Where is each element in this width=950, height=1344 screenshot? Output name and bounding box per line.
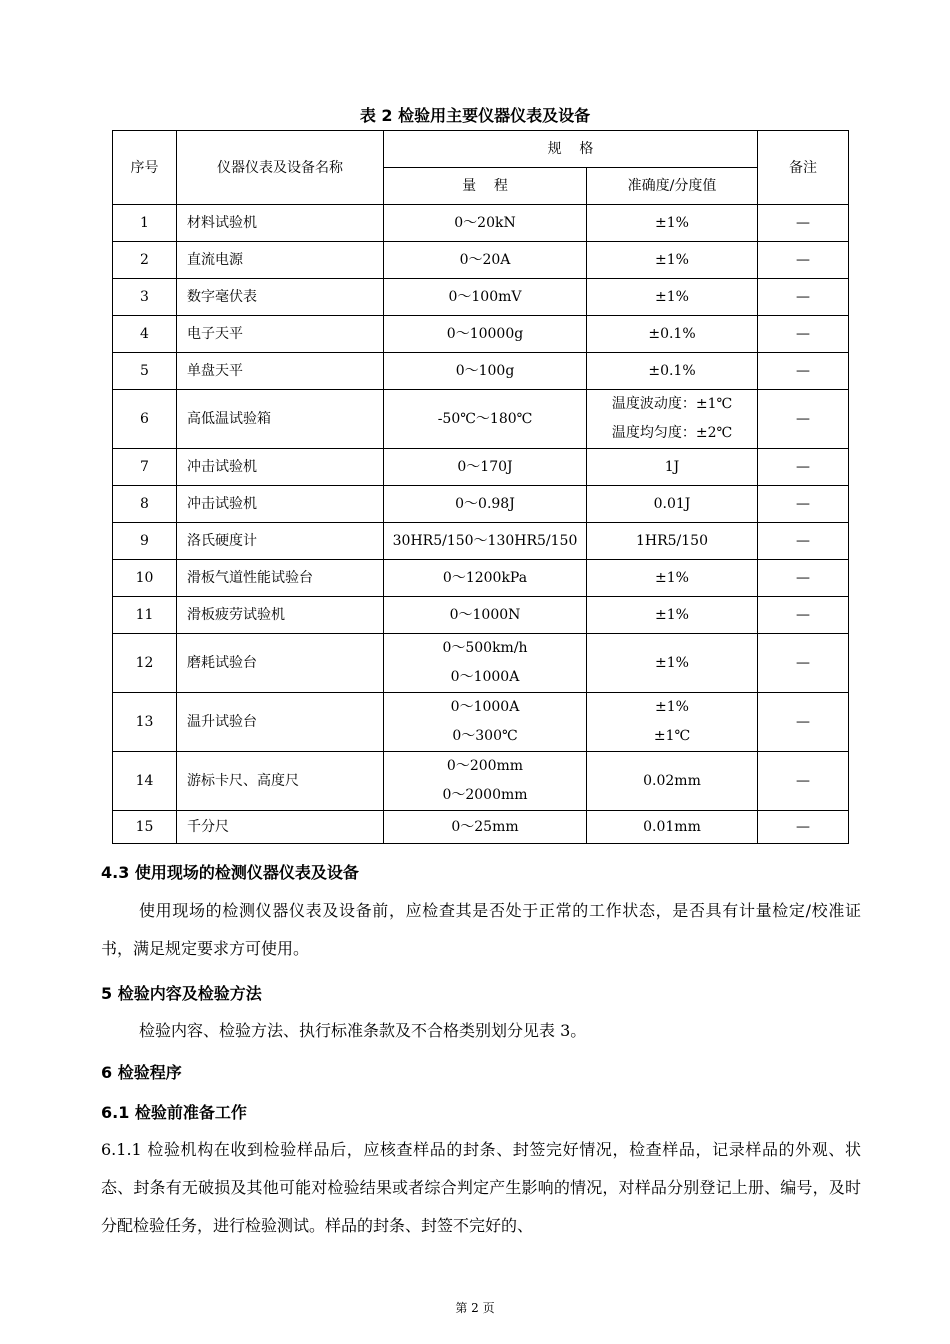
row-range-line: 0～300℃ <box>452 728 518 744</box>
row-remark: — <box>758 205 849 242</box>
row-number: 11 <box>113 597 177 634</box>
row-remark: — <box>758 523 849 560</box>
table-row <box>113 205 849 242</box>
header-spec: 规 格 <box>384 131 758 168</box>
row-accuracy <box>587 752 758 811</box>
row-remark: — <box>758 752 849 811</box>
table-row <box>113 634 849 693</box>
row-range-line: 0～1000A <box>450 699 520 715</box>
row-accuracy-line: 1HR5/150 <box>635 533 708 549</box>
row-range-line: 0～100mV <box>448 289 522 305</box>
row-number: 6 <box>113 390 177 449</box>
row-accuracy <box>587 279 758 316</box>
row-remark: — <box>758 560 849 597</box>
row-name: 数字毫伏表 <box>177 279 384 316</box>
row-range <box>384 353 587 390</box>
row-remark: — <box>758 316 849 353</box>
row-accuracy <box>587 316 758 353</box>
row-accuracy <box>587 449 758 486</box>
row-range <box>384 693 587 752</box>
row-range <box>384 597 587 634</box>
section-6-1-heading: 6.1 检验前准备工作 <box>101 1103 247 1122</box>
table-row <box>113 523 849 560</box>
row-remark: — <box>758 693 849 752</box>
row-range-line: -50℃～180℃ <box>437 411 533 427</box>
row-range-line: 0～25mm <box>451 819 519 835</box>
row-number: 5 <box>113 353 177 390</box>
row-accuracy-line: ±0.1% <box>648 326 696 342</box>
row-name: 单盘天平 <box>177 353 384 390</box>
row-name: 高低温试验箱 <box>177 390 384 449</box>
row-accuracy-line: ±1% <box>655 699 689 715</box>
row-accuracy-line: ±1℃ <box>653 728 691 744</box>
row-range-line: 0～20kN <box>454 215 516 231</box>
section-5-body: 检验内容、检验方法、执行标准条款及不合格类别划分见表 3。 <box>139 1021 587 1040</box>
row-accuracy-line: ±1% <box>655 655 689 671</box>
section-4-3-body: 使用现场的检测仪器仪表及设备前，应检查其是否处于正常的工作状态，是否具有计量检定/校准证书，满足规定要求方可使用。 <box>101 901 861 958</box>
row-accuracy <box>587 242 758 279</box>
row-accuracy-line: ±1% <box>655 607 689 623</box>
row-range-line: 0～500km/h <box>442 640 528 656</box>
row-accuracy <box>587 353 758 390</box>
row-accuracy-line: 0.02mm <box>643 773 701 789</box>
header-range: 量 程 <box>384 168 587 205</box>
header-seq: 序号 <box>113 131 177 205</box>
section-6-heading: 6 检验程序 <box>101 1063 182 1082</box>
row-accuracy-line: ±1% <box>655 215 689 231</box>
row-number: 3 <box>113 279 177 316</box>
row-remark: — <box>758 486 849 523</box>
row-range <box>384 279 587 316</box>
row-number: 8 <box>113 486 177 523</box>
row-name: 游标卡尺、高度尺 <box>177 752 384 811</box>
section-6-1-1-body: 6.1.1 检验机构在收到检验样品后，应核查样品的封条、封签完好情况，检查样品，记录样品的外观、状态、封条有无破损及其他可能对检验结果或者综合判定产生影响的情况，对样品分别登记上册、编号，及时分配检验任务，进行检验测试。样品的封条、封签不完好的、 <box>101 1140 861 1235</box>
row-name: 直流电源 <box>177 242 384 279</box>
row-range <box>384 316 587 353</box>
row-accuracy <box>587 693 758 752</box>
row-name: 冲击试验机 <box>177 486 384 523</box>
row-accuracy-line: 温度波动度：±1℃ <box>611 396 733 412</box>
row-range-line: 0～2000mm <box>442 787 528 803</box>
header-accuracy: 准确度/分度值 <box>587 168 758 205</box>
row-range-line: 0～200mm <box>446 758 524 774</box>
row-number: 9 <box>113 523 177 560</box>
row-remark: — <box>758 353 849 390</box>
table-row <box>113 693 849 752</box>
row-accuracy-line: ±1% <box>655 289 689 305</box>
row-number: 14 <box>113 752 177 811</box>
row-accuracy-line: 1J <box>664 459 680 475</box>
row-range-line: 0～10000g <box>446 326 524 342</box>
row-accuracy-line: 0.01mm <box>643 819 701 835</box>
row-accuracy <box>587 560 758 597</box>
row-range-line: 0～20A <box>459 252 511 268</box>
row-number: 12 <box>113 634 177 693</box>
row-range-line: 0～1200kPa <box>442 570 528 586</box>
table-row <box>113 486 849 523</box>
row-accuracy-line: ±0.1% <box>648 363 696 379</box>
row-name: 滑板气道性能试验台 <box>177 560 384 597</box>
row-accuracy <box>587 523 758 560</box>
row-range <box>384 449 587 486</box>
row-range <box>384 390 587 449</box>
section-4-3-heading: 4.3 使用现场的检测仪器仪表及设备 <box>101 863 359 882</box>
row-name: 洛氏硬度计 <box>177 523 384 560</box>
table-row <box>113 279 849 316</box>
table-body <box>113 205 849 844</box>
row-range <box>384 486 587 523</box>
row-remark: — <box>758 634 849 693</box>
row-number: 1 <box>113 205 177 242</box>
row-accuracy <box>587 634 758 693</box>
row-range <box>384 523 587 560</box>
row-range <box>384 811 587 844</box>
row-range-line: 0～100g <box>455 363 515 379</box>
row-range <box>384 205 587 242</box>
table-row <box>113 752 849 811</box>
table-row <box>113 353 849 390</box>
row-accuracy-line: 温度均匀度：±2℃ <box>611 425 733 441</box>
row-range <box>384 634 587 693</box>
header-name: 仪器仪表及设备名称 <box>177 131 384 205</box>
table-row <box>113 597 849 634</box>
row-accuracy <box>587 205 758 242</box>
table-row <box>113 560 849 597</box>
row-range <box>384 752 587 811</box>
row-number: 15 <box>113 811 177 844</box>
row-range <box>384 560 587 597</box>
row-accuracy-line: 0.01J <box>653 496 691 512</box>
table-row <box>113 242 849 279</box>
row-name: 滑板疲劳试验机 <box>177 597 384 634</box>
row-remark: — <box>758 449 849 486</box>
row-name: 温升试验台 <box>177 693 384 752</box>
row-remark: — <box>758 242 849 279</box>
row-accuracy <box>587 597 758 634</box>
table-row <box>113 390 849 449</box>
row-number: 13 <box>113 693 177 752</box>
page-number: 第 2 页 <box>455 1301 495 1315</box>
row-number: 2 <box>113 242 177 279</box>
table-caption: 表 2 检验用主要仪器仪表及设备 <box>359 106 591 125</box>
table-row <box>113 316 849 353</box>
row-accuracy-line: ±1% <box>655 252 689 268</box>
row-name: 冲击试验机 <box>177 449 384 486</box>
row-name: 电子天平 <box>177 316 384 353</box>
row-range <box>384 242 587 279</box>
row-accuracy <box>587 486 758 523</box>
table-row <box>113 811 849 844</box>
row-range-line: 0～1000A <box>450 669 520 685</box>
row-number: 7 <box>113 449 177 486</box>
row-remark: — <box>758 279 849 316</box>
row-accuracy-line: ±1% <box>655 570 689 586</box>
row-range-line: 0～0.98J <box>455 496 515 512</box>
section-5-heading: 5 检验内容及检验方法 <box>101 984 262 1003</box>
equipment-table <box>112 130 849 844</box>
row-name: 材料试验机 <box>177 205 384 242</box>
row-range-line: 0～170J <box>457 459 513 475</box>
row-accuracy <box>587 811 758 844</box>
row-accuracy <box>587 390 758 449</box>
row-number: 10 <box>113 560 177 597</box>
row-number: 4 <box>113 316 177 353</box>
row-name: 千分尺 <box>177 811 384 844</box>
row-name: 磨耗试验台 <box>177 634 384 693</box>
header-remark: 备注 <box>758 131 849 205</box>
row-remark: — <box>758 811 849 844</box>
row-range-line: 0～1000N <box>449 607 521 623</box>
row-remark: — <box>758 390 849 449</box>
row-remark: — <box>758 597 849 634</box>
row-range-line: 30HR5/150～130HR5/150 <box>392 533 578 549</box>
table-row <box>113 449 849 486</box>
